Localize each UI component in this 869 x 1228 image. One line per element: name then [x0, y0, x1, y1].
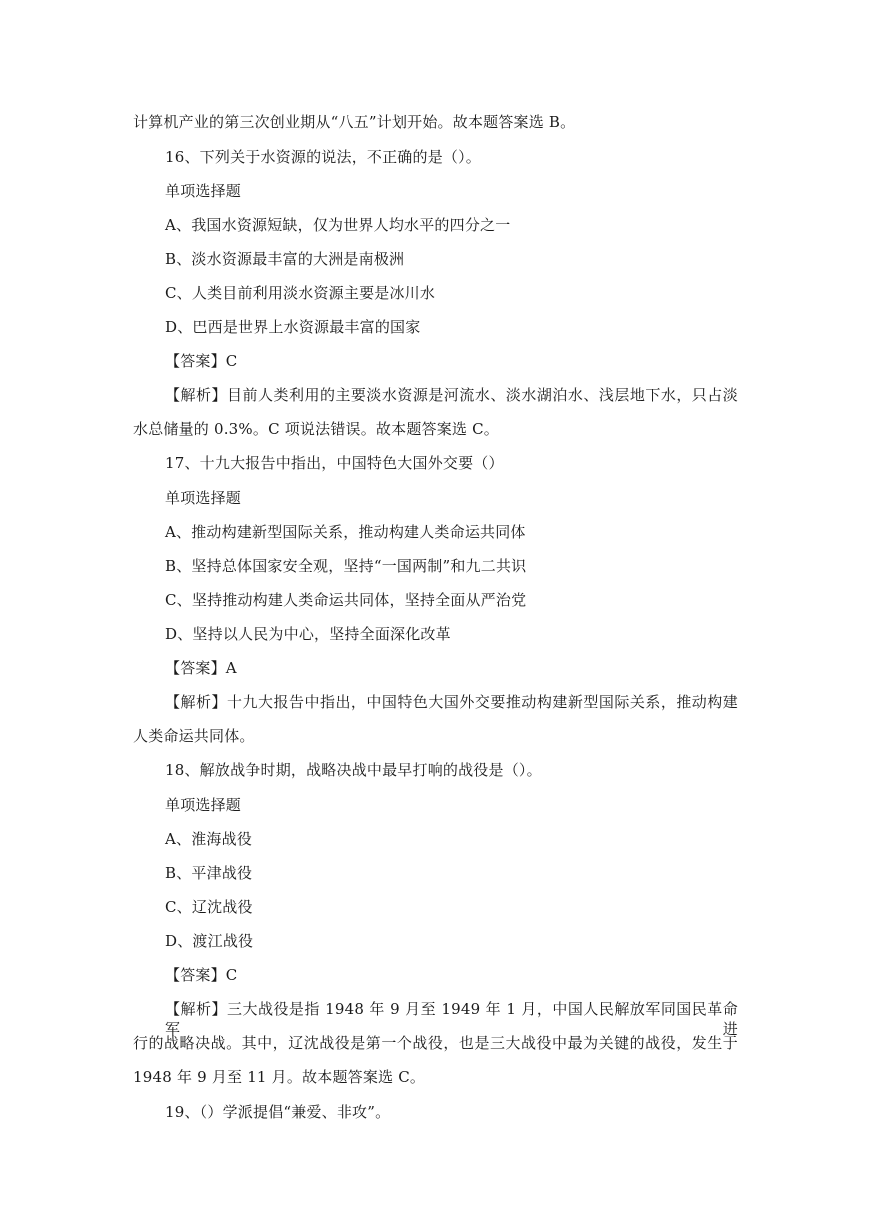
option-c: C、坚持推动构建人类命运共同体，坚持全面从严治党: [165, 591, 527, 609]
option-d: D、坚持以人民为中心，坚持全面深化改革: [165, 625, 451, 643]
option-b: B、平津战役: [165, 864, 253, 882]
question-16-stem: 16、下列关于水资源的说法，不正确的是（）。: [165, 148, 481, 166]
analysis-line-continued: 1948 年 9 月至 11 月。故本题答案选 C。: [133, 1068, 426, 1086]
option-b: B、坚持总体国家安全观，坚持“一国两制”和九二共识: [165, 557, 527, 575]
option-a: A、推动构建新型国际关系，推动构建人类命运共同体: [165, 523, 526, 541]
option-a: A、我国水资源短缺，仅为世界人均水平的四分之一: [165, 216, 511, 234]
question-type-label: 单项选择题: [165, 796, 242, 814]
option-d: D、渡江战役: [165, 932, 254, 950]
question-19-stem: 19、（）学派提倡“兼爱、非攻”。: [165, 1103, 391, 1121]
option-d: D、巴西是世界上水资源最丰富的国家: [165, 318, 421, 336]
question-18-stem: 18、解放战争时期，战略决战中最早打响的战役是（）。: [165, 761, 542, 779]
paragraph-line: 计算机产业的第三次创业期从“八五”计划开始。故本题答案选 B。: [133, 113, 576, 131]
answer-line: 【答案】C: [165, 352, 238, 370]
answer-line: 【答案】C: [165, 966, 238, 984]
option-a: A、淮海战役: [165, 830, 253, 848]
analysis-line: 【解析】目前人类利用的主要淡水资源是河流水、淡水湖泊水、浅层地下水，只占淡: [165, 386, 738, 404]
question-17-stem: 17、十九大报告中指出，中国特色大国外交要（）: [165, 454, 504, 472]
question-type-label: 单项选择题: [165, 489, 242, 507]
question-type-label: 单项选择题: [165, 182, 242, 200]
option-c: C、人类目前利用淡水资源主要是冰川水: [165, 284, 436, 302]
analysis-line-continued: 水总储量的 0.3%。C 项说法错误。故本题答案选 C。: [133, 420, 499, 438]
analysis-line-continued: 人类命运共同体。: [133, 727, 255, 745]
analysis-line: 【解析】三大战役是指 1948 年 9 月至 1949 年 1 月，中国人民解放军同国民革命军进: [165, 1000, 738, 1038]
option-c: C、辽沈战役: [165, 898, 253, 916]
analysis-line-continued: 行的战略决战。其中，辽沈战役是第一个战役，也是三大战役中最为关键的战役，发生于: [133, 1034, 738, 1052]
answer-line: 【答案】A: [165, 659, 237, 677]
analysis-line: 【解析】十九大报告中指出，中国特色大国外交要推动构建新型国际关系，推动构建: [165, 693, 738, 711]
option-b: B、淡水资源最丰富的大洲是南极洲: [165, 250, 405, 268]
